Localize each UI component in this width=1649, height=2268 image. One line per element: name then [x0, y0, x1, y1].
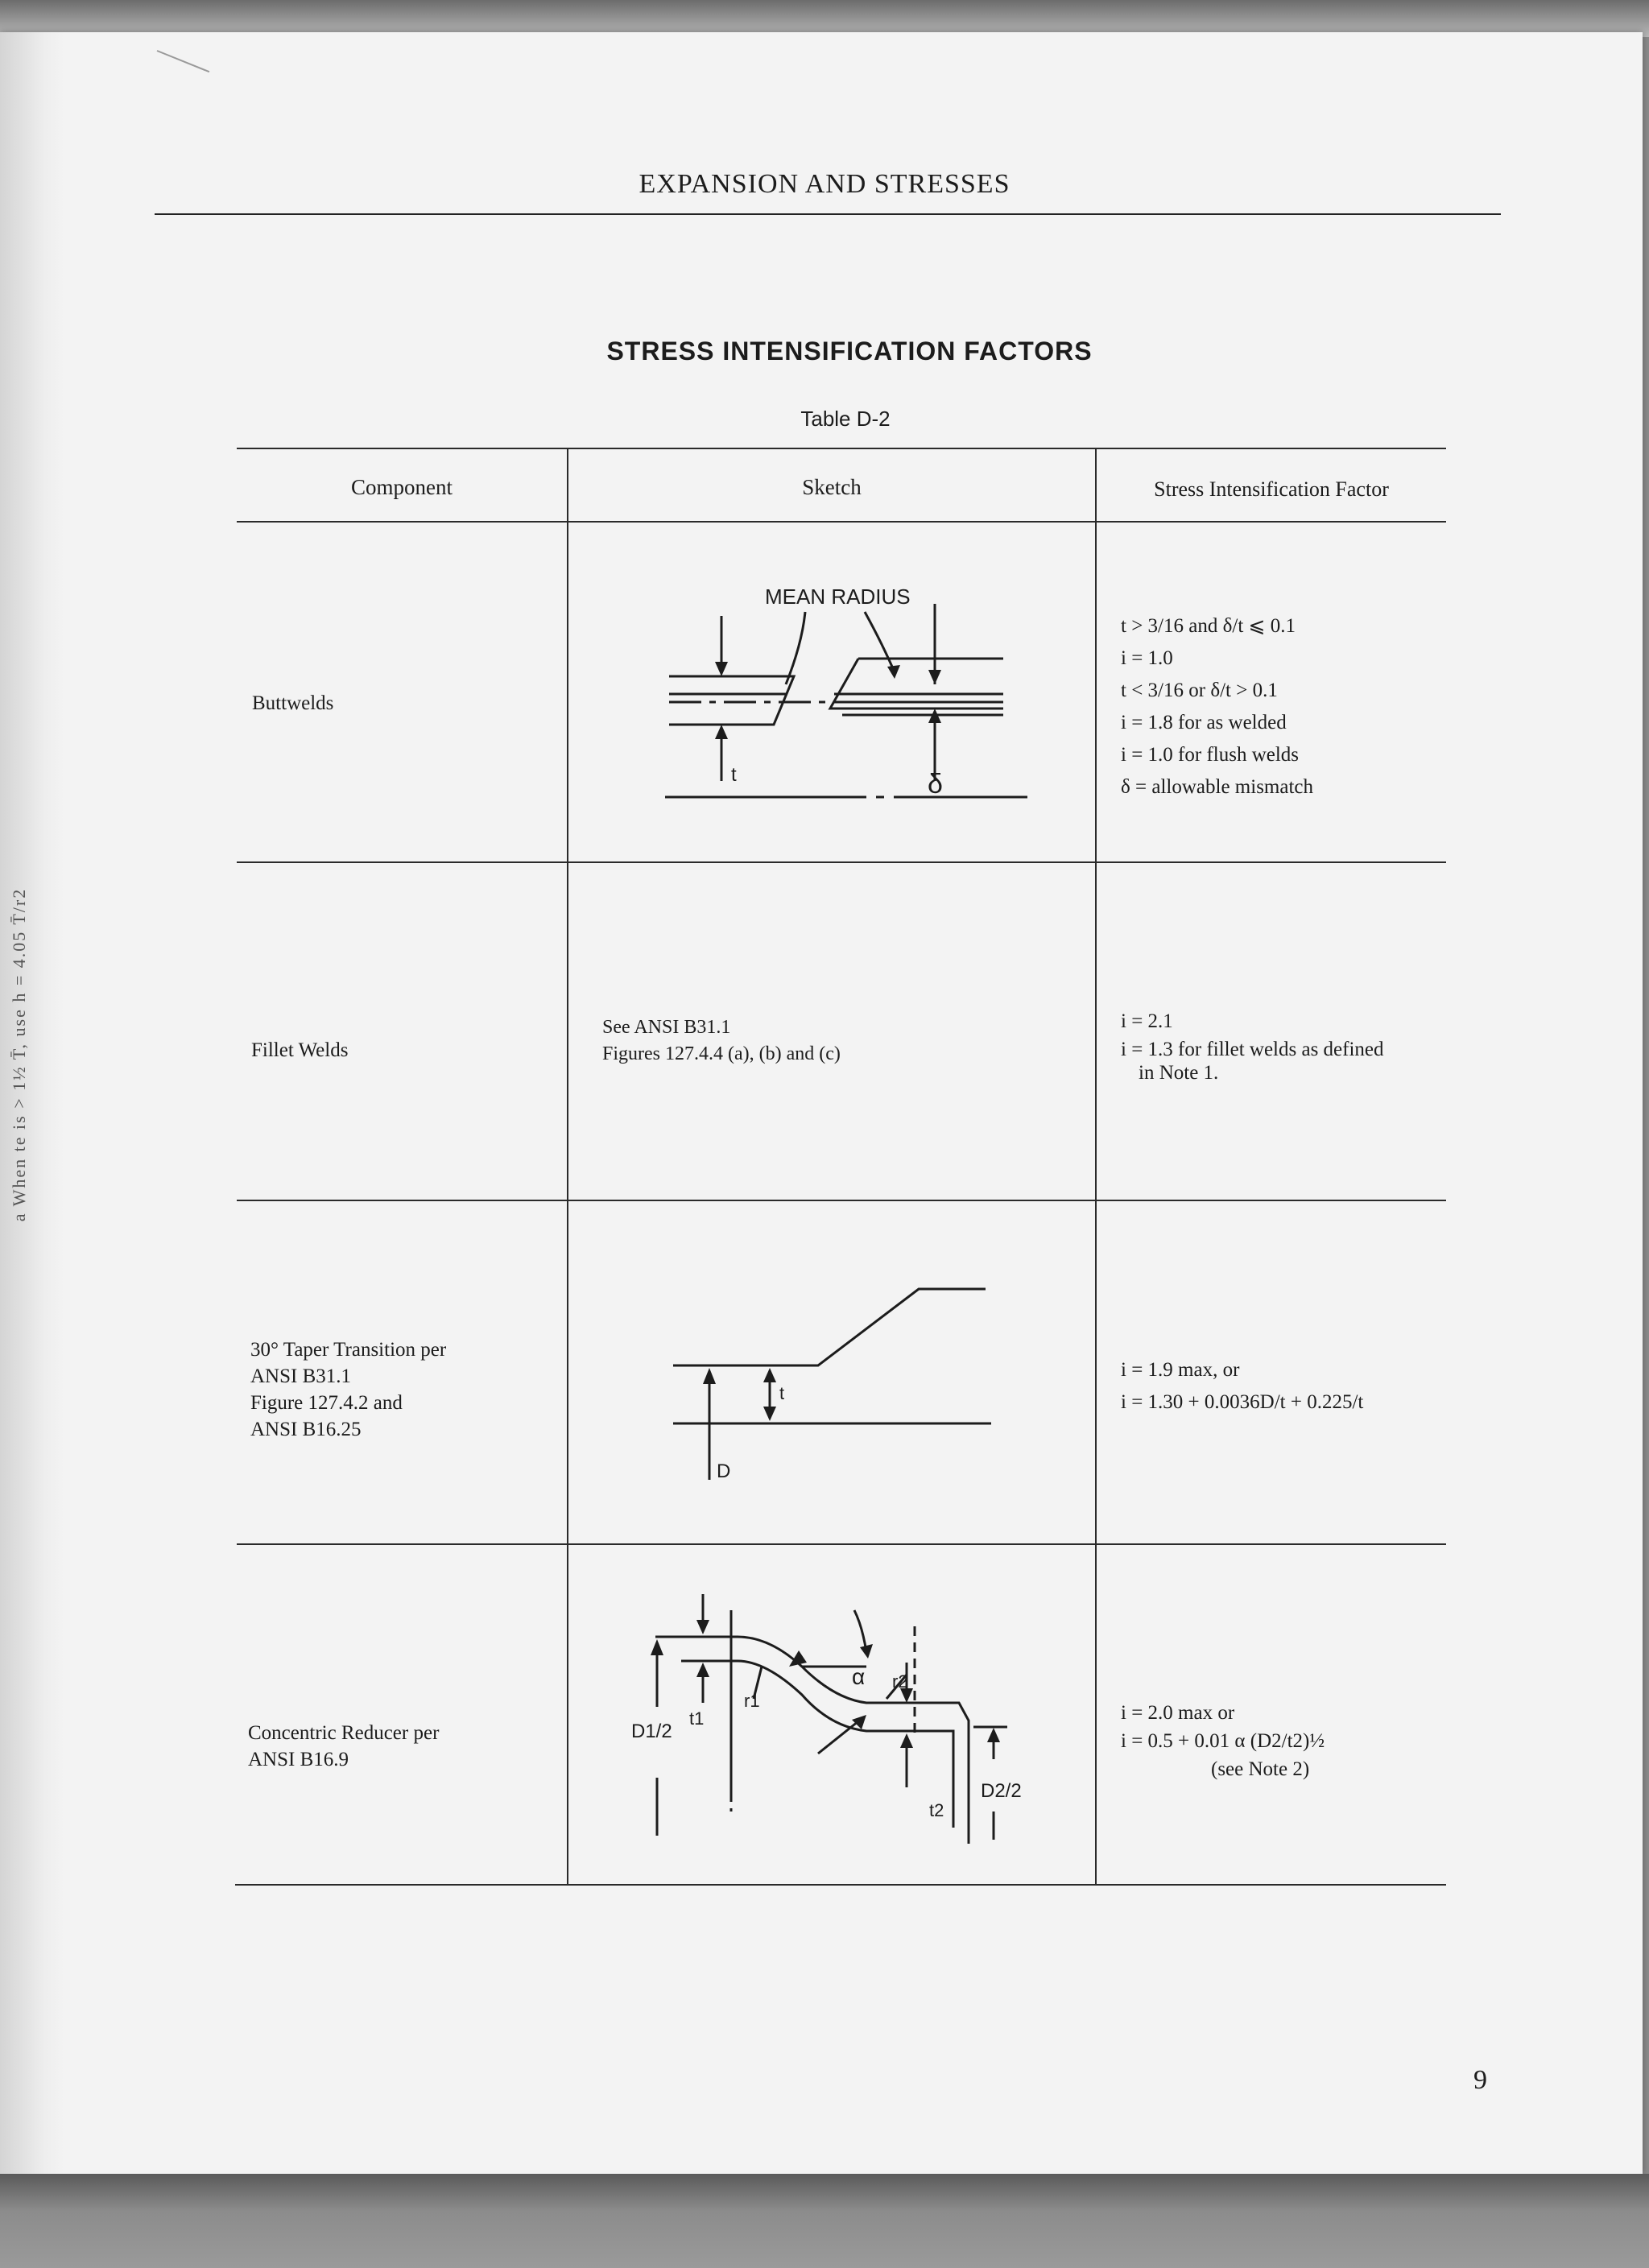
- table-bottom-rule: [235, 1884, 1446, 1886]
- column-header-sif: Stress Intensification Factor: [1154, 477, 1389, 501]
- row-rule-2: [237, 1200, 1446, 1201]
- sif-fillet-welds: i = 2.1 i = 1.3 for fillet welds as defined in Note 1.: [1121, 1010, 1384, 1084]
- sif-taper-transition: i = 1.9 max, or i = 1.30 + 0.0036D/t + 0.225/t: [1121, 1359, 1364, 1413]
- label-r1: r1: [744, 1691, 760, 1711]
- label-d2: D2/2: [981, 1780, 1022, 1802]
- page-number: 9: [1473, 2065, 1487, 2095]
- header-bottom-rule: [237, 521, 1446, 523]
- reducer-outer-wall: [681, 1637, 969, 1844]
- label-d1: D1/2: [631, 1721, 672, 1742]
- component-taper-transition: 30° Taper Transition per ANSI B31.1 Figure 127.4.2 and ANSI B16.25: [250, 1339, 447, 1440]
- component-concentric-reducer: Concentric Reducer per ANSI B16.9: [248, 1722, 440, 1770]
- table-label: Table D-2: [800, 407, 891, 431]
- component-fillet-welds: Fillet Welds: [251, 1039, 349, 1061]
- scan-bottom-edge: [0, 2174, 1649, 2268]
- label-t2: t2: [929, 1800, 944, 1820]
- label-r2: r2: [892, 1671, 908, 1692]
- label-delta: δ: [928, 769, 943, 799]
- label-mean-radius: MEAN RADIUS: [765, 585, 911, 609]
- rotated-footnote: a When te is > 1½ T̄, use h = 4.05 T̄/r2: [9, 887, 29, 1222]
- fillet-weld-reference: See ANSI B31.1 Figures 127.4.4 (a), (b) and (c): [602, 1017, 841, 1064]
- running-head: EXPANSION AND STRESSES: [639, 169, 1010, 199]
- reducer-inner-wall: [681, 1661, 953, 1828]
- column-divider-2: [1095, 448, 1097, 1884]
- taper-wall: [673, 1289, 986, 1365]
- label-t: t: [731, 764, 737, 786]
- column-header-component: Component: [351, 475, 453, 499]
- concentric-reducer-sketch: [568, 1546, 1095, 1884]
- component-buttwelds: Buttwelds: [252, 692, 334, 714]
- label-d: D: [717, 1460, 731, 1482]
- sif-buttwelds: t > 3/16 and δ/t ⩽ 0.1 i = 1.0 t < 3/16 or δ/t > 0.1 i = 1.8 for as welded i = 1.0 for flush welds δ = allowable mismatch: [1121, 615, 1314, 798]
- table-title: STRESS INTENSIFICATION FACTORS: [606, 337, 1093, 366]
- label-alpha: α: [852, 1664, 866, 1689]
- table-top-rule: [237, 448, 1446, 449]
- label-t1: t1: [689, 1708, 705, 1729]
- label-t: t: [779, 1383, 785, 1403]
- row-rule-1: [237, 861, 1446, 863]
- sif-concentric-reducer: i = 2.0 max or i = 0.5 + 0.01 α (D2/t2)½ (see Note 2): [1121, 1702, 1325, 1780]
- row-rule-3: [237, 1543, 1446, 1545]
- buttweld-sketch: [568, 523, 1095, 861]
- header-rule: [155, 213, 1501, 215]
- column-header-sketch: Sketch: [802, 475, 862, 499]
- pipe-left-wall: [669, 676, 794, 725]
- taper-transition-sketch: [568, 1202, 1095, 1540]
